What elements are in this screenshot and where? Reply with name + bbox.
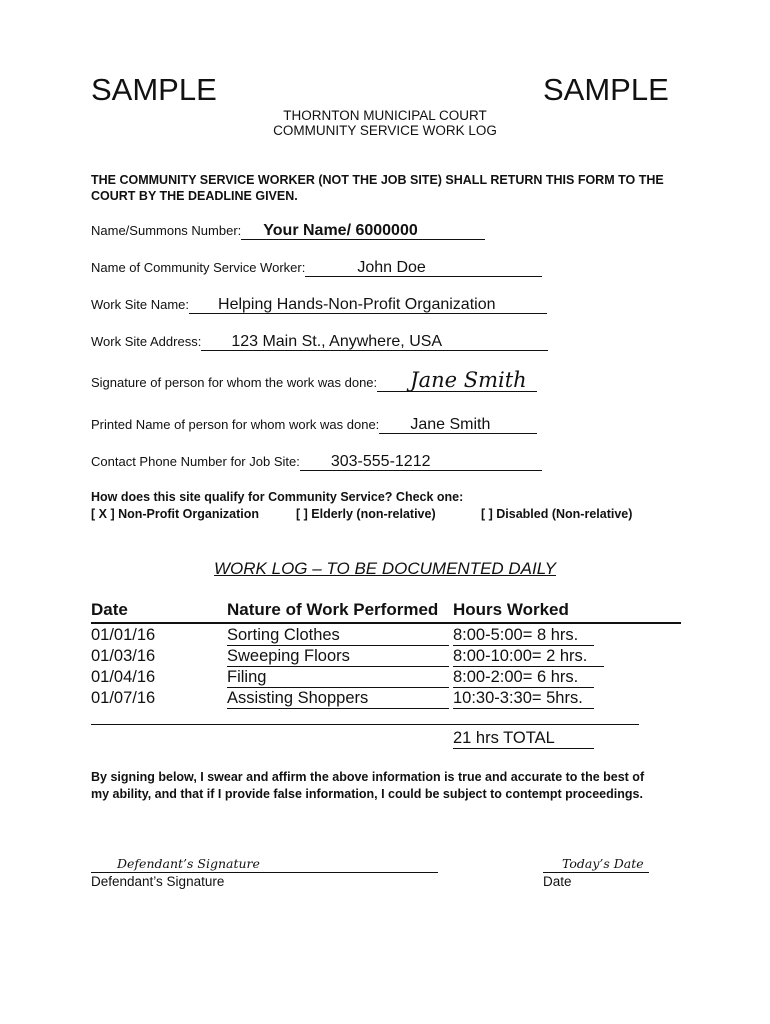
supervisor-printed-value[interactable]: Jane Smith [379, 416, 537, 434]
field-label: Work Site Name: [91, 297, 190, 312]
defendant-signature-label: Defendant’s Signature [91, 874, 225, 889]
row-4-work: Assisting Shoppers [227, 689, 449, 709]
sample-watermark-right: SAMPLE [543, 72, 669, 107]
field-label: Work Site Address: [91, 334, 202, 349]
row-4-date: 01/07/16 [91, 689, 156, 707]
work-site-address-value[interactable]: 123 Main St., Anywhere, USA [201, 333, 548, 351]
court-name: THORNTON MUNICIPAL COURT [283, 108, 487, 123]
row-2-hours: 8:00-10:00= 2 hrs. [453, 647, 604, 667]
qualify-question: How does this site qualify for Community Service? Check one: [91, 490, 464, 504]
work-site-name-value[interactable]: Helping Hands-Non-Profit Organization [189, 296, 547, 314]
field-work-site-address [91, 333, 548, 351]
defendant-signature-line [91, 872, 438, 873]
row-3-work: Filing [227, 668, 449, 688]
sample-watermark-left: SAMPLE [91, 72, 217, 107]
field-label: Contact Phone Number for Job Site: [91, 454, 300, 469]
affirmation-text: By signing below, I swear and affirm the above information is true and accurate to the best of my ability, and that if I provide false information, I could be subject to contempt proceedings. [91, 770, 645, 801]
supervisor-signature-value[interactable]: Jane Smith [377, 369, 537, 392]
field-supervisor-printed [91, 416, 537, 434]
field-label: Printed Name of person for whom work was done: [91, 417, 380, 432]
worker-name-value[interactable]: John Doe [305, 259, 542, 277]
return-instructions: THE COMMUNITY SERVICE WORKER (NOT THE JOB SITE) SHALL RETURN THIS FORM TO THE COURT BY THE DEADLINE GIVEN. [91, 173, 664, 203]
form-title: COMMUNITY SERVICE WORK LOG [273, 123, 497, 138]
option-non-profit[interactable]: [ X ] Non-Profit Organization [91, 507, 260, 521]
total-hours: 21 hrs TOTAL [453, 729, 594, 749]
row-4-hours: 10:30-3:30= 5hrs. [453, 689, 594, 709]
field-work-site-name [91, 296, 547, 314]
row-3-date: 01/04/16 [91, 668, 156, 686]
log-separator-line [91, 724, 639, 725]
work-log-title: WORK LOG – TO BE DOCUMENTED DAILY [214, 559, 556, 578]
column-hours: Hours Worked [453, 600, 569, 619]
column-date: Date [91, 600, 128, 619]
row-2-date: 01/03/16 [91, 647, 156, 665]
date-label: Date [543, 874, 572, 889]
header-rule [91, 622, 681, 624]
field-label: Name of Community Service Worker: [91, 260, 306, 275]
row-2-work: Sweeping Floors [227, 647, 449, 667]
date-script[interactable]: Today’s Date [562, 856, 644, 871]
name-summons-value[interactable]: Your Name/ 6000000 [241, 222, 485, 240]
field-label: Signature of person for whom the work was done: [91, 375, 378, 390]
date-line [543, 872, 649, 873]
option-disabled[interactable]: [ ] Disabled (Non-relative) [481, 507, 633, 521]
defendant-signature-script[interactable]: Defendant’s Signature [117, 856, 260, 871]
field-worker-name [91, 259, 542, 277]
option-elderly[interactable]: [ ] Elderly (non-relative) [296, 507, 436, 521]
column-work: Nature of Work Performed [227, 600, 439, 619]
row-1-work: Sorting Clothes [227, 626, 449, 646]
row-1-date: 01/01/16 [91, 626, 156, 644]
row-1-hours: 8:00-5:00= 8 hrs. [453, 626, 594, 646]
contact-phone-value[interactable]: 303-555-1212 [300, 453, 542, 471]
field-supervisor-signature [91, 369, 537, 392]
field-name-summons [91, 222, 485, 240]
row-3-hours: 8:00-2:00= 6 hrs. [453, 668, 594, 688]
field-label: Name/Summons Number: [91, 223, 242, 238]
field-contact-phone [91, 453, 542, 471]
